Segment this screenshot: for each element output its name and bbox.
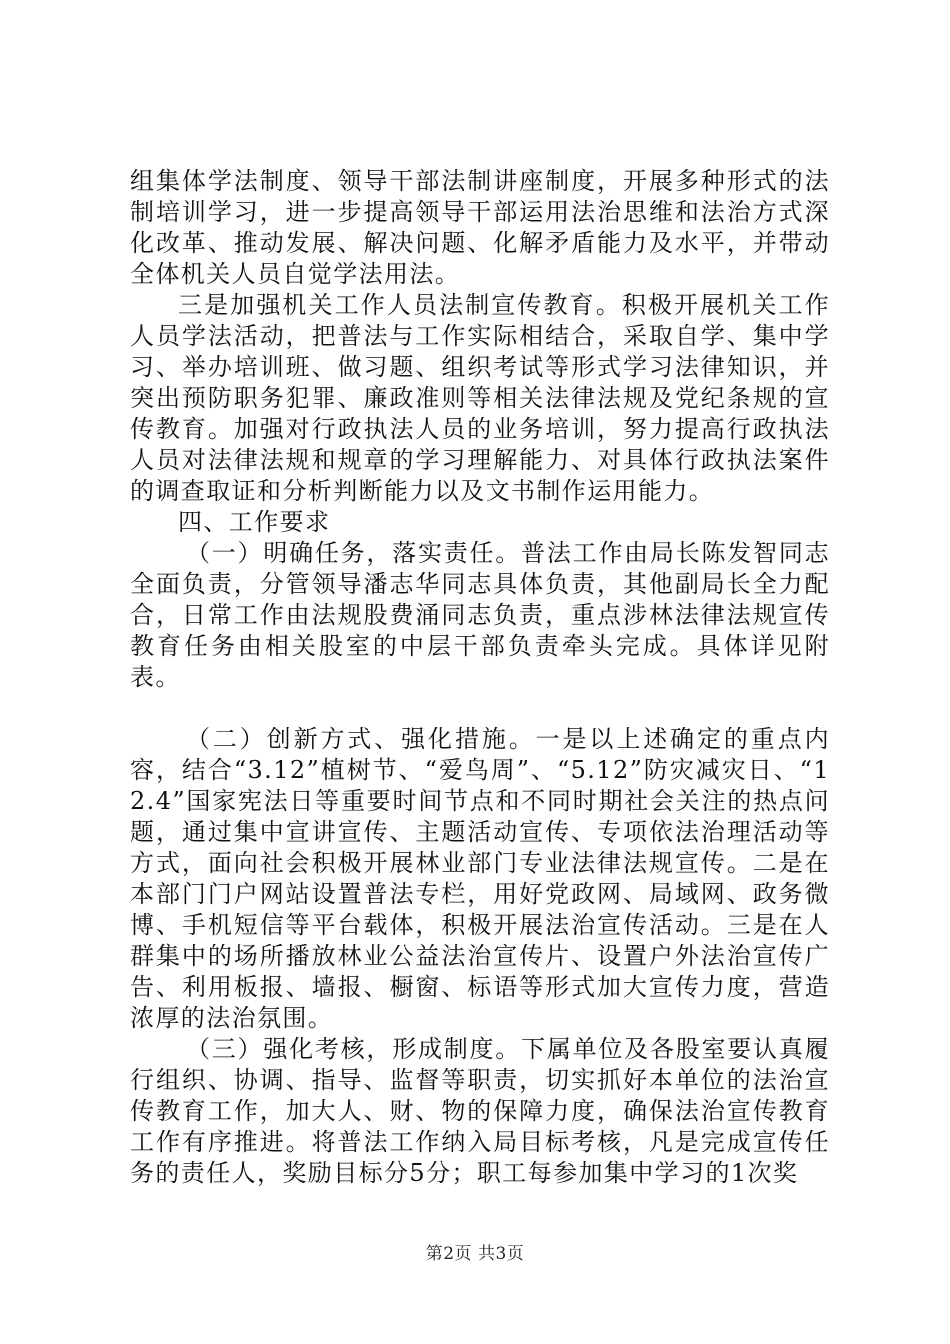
page-number-footer: 第2页 共3页 xyxy=(425,1244,525,1264)
paragraph-item-two: （二）创新方式、强化措施。一是以上述确定的重点内容，结合“3.12”植树节、“爱鸟周”、“5.12”防灾减灾日、“12.4”国家宪法日等重要时间节点和不同时期社会关注的热点问题，通过集中宣讲宣传、主题活动宣传、专项依法治理活动等方式，面向社会积极开展林业部门专业法律法规宣传。二是在本部门门户网站设置普法专栏，用好党政网、局域网、政务微博、手机短信等平台载体，积极开展法治宣传活动。三是在人群集中的场所播放林业公益法治宣传片、设置户外法治宣传广告、利用板报、墙报、橱窗、标语等形式加大宣传力度，营造浓厚的法治氛围。 xyxy=(130,725,830,1032)
document-body xyxy=(130,166,830,1189)
section-heading-work-requirements: 四、工作要求 xyxy=(178,508,331,536)
paragraph-item-one: （一）明确任务，落实责任。普法工作由局长陈发智同志全面负责，分管领导潘志华同志具体负责，其他副局长全力配合，日常工作由法规股费涌同志负责，重点涉林法律法规宣传教育任务由相关股室的中层干部负责牵头完成。具体详见附表。 xyxy=(130,539,830,691)
paragraph-staff-education: 三是加强机关工作人员法制宣传教育。积极开展机关工作人员学法活动，把普法与工作实际相结合，采取自学、集中学习、举办培训班、做习题、组织考试等形式学习法律知识，并突出预防职务犯罪、廉政准则等相关法律法规及党纪条规的宣传教育。加强对行政执法人员的业务培训，努力提高行政执法人员对法律法规和规章的学习理解能力、对具体行政执法案件的调查取证和分析判断能力以及文书制作运用能力。 xyxy=(130,291,830,505)
paragraph-item-three: （三）强化考核，形成制度。下属单位及各股室要认真履行组织、协调、指导、监督等职责，切实抓好本单位的法治宣传教育工作，加大人、财、物的保障力度，确保法治宣传教育工作有序推进。将普法工作纳入局目标考核，凡是完成宣传任务的责任人，奖励目标分5分；职工每参加集中学习的1次奖 xyxy=(130,1035,830,1187)
paragraph-continuation: 组集体学法制度、领导干部法制讲座制度，开展多种形式的法制培训学习，进一步提高领导干部运用法治思维和法治方式深化改革、推动发展、解决问题、化解矛盾能力及水平，并带动全体机关人员自觉学法用法。 xyxy=(130,167,830,288)
